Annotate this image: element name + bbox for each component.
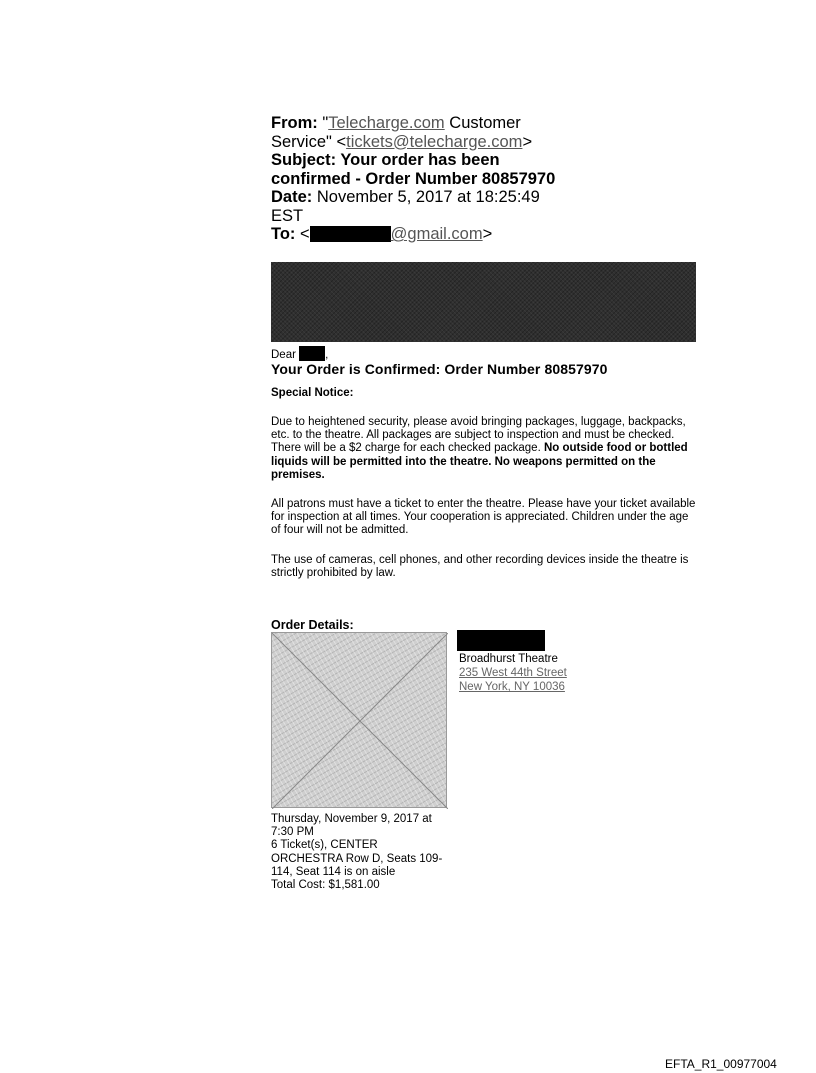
from-line-2 [271, 133, 571, 152]
tickets-line-2: ORCHESTRA Row D, Seats 109- [271, 852, 443, 865]
ticket-details [271, 813, 461, 892]
total-cost: Total Cost: $1,581.00 [271, 879, 380, 892]
from-quote: " [322, 114, 329, 132]
to-line [271, 225, 571, 244]
name-redaction [299, 346, 325, 361]
subject-label: Subject: [271, 151, 337, 169]
security-text: Due to heightened security, please avoid bringing packages, luggage, backpacks, etc. to the theatre. All packages are subject to inspection and must be checked. There will be a $2 charge for each checked package. [271, 416, 686, 455]
dear-text: Dear [271, 349, 296, 361]
performance-time: 7:30 PM [271, 826, 314, 839]
venue-name: Broadhurst Theatre [459, 653, 558, 665]
subject-text-2: confirmed - Order Number 80857970 [271, 169, 556, 188]
subject-line-2 [271, 170, 571, 189]
from-email-link[interactable]: tickets@telecharge.com [346, 132, 523, 151]
from-link[interactable]: Telecharge.com [328, 114, 445, 132]
from-label: From: [271, 114, 318, 132]
show-title-redaction [457, 630, 545, 651]
header-banner-image [271, 262, 696, 342]
recording-policy-paragraph: The use of cameras, cell phones, and other recording devices inside the theatre is strictly prohibited by law. [271, 554, 689, 580]
special-notice-title: Special Notice: [271, 387, 354, 399]
security-bold-text: No outside food or bottled liquids will be permitted into the theatre. No weapons permitted on the premises. [271, 442, 688, 481]
date-value-2: EST [271, 206, 304, 225]
subject-line [271, 151, 571, 170]
confirmation-heading: Your Order is Confirmed: Order Number 80857970 [271, 361, 608, 377]
subject-text-1: Your order has been [336, 151, 500, 169]
venue-info [459, 652, 567, 694]
date-line [271, 188, 571, 207]
venue-address-line2[interactable]: New York, NY 10036 [459, 681, 565, 693]
broken-image-icon [272, 633, 448, 809]
to-label: To: [271, 225, 296, 243]
performance-date: Thursday, November 9, 2017 at [271, 813, 432, 825]
tickets-line-1: 6 Ticket(s), CENTER [271, 839, 378, 852]
venue-address-line1[interactable]: 235 West 44th Street [459, 667, 567, 679]
from-name-part-2: Service" < [271, 132, 347, 151]
to-redaction [310, 226, 391, 242]
ticket-policy-paragraph: All patrons must have a ticket to enter the theatre. Please have your ticket available for inspection at all times. Your cooperation is appreciated. Children under the age of four will not be admitted. [271, 498, 696, 537]
date-line-2 [271, 207, 571, 226]
order-details-title: Order Details: [271, 618, 354, 632]
date-value: November 5, 2017 at 18:25:49 [312, 188, 540, 206]
security-paragraph [271, 416, 699, 482]
tickets-line-3: 114, Seat 114 is on aisle [271, 865, 396, 878]
to-email-link[interactable]: @gmail.com [390, 225, 483, 243]
show-image-placeholder [271, 632, 447, 808]
date-label: Date: [271, 188, 313, 206]
from-name-part: Customer [444, 114, 521, 132]
greeting [271, 346, 328, 361]
from-line [271, 114, 571, 133]
from-close: > [522, 132, 533, 151]
email-header [271, 114, 571, 244]
document-id: EFTA_R1_00977004 [665, 1057, 777, 1071]
to-close: > [482, 225, 493, 243]
to-open: < [295, 225, 310, 243]
dear-comma: , [325, 349, 329, 361]
